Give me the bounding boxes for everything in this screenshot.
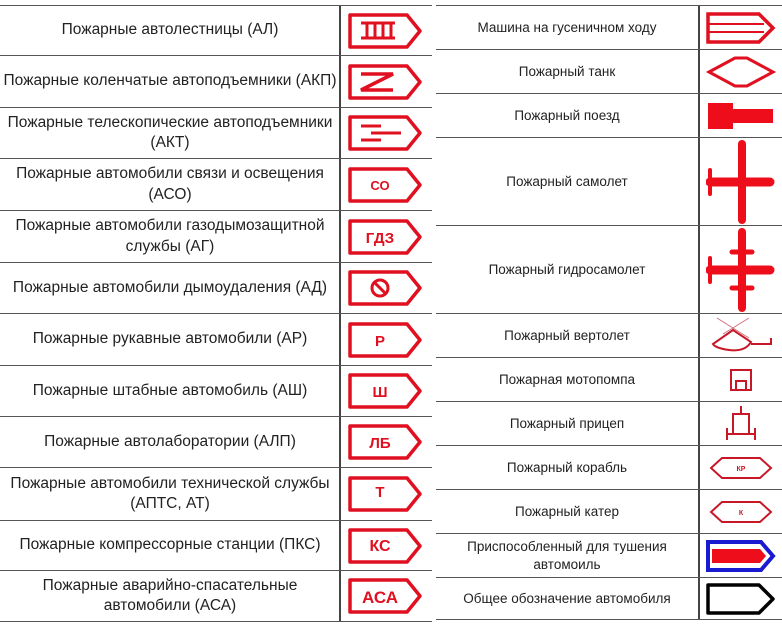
row-label: Пожарные автолаборатории (АЛП) [44,432,296,450]
row-label: Общее обозначение автомобиля [463,590,671,606]
table-row [436,49,782,93]
table-row [0,107,432,158]
table-row [436,533,782,577]
table-row [0,365,432,416]
row-label: Машина на гусеничном ходу [477,19,657,35]
svg-text:КР: КР [736,465,745,473]
motor-pump-icon [699,358,782,401]
airplane-icon [699,138,782,225]
table-row [436,5,782,49]
vehicle-tag-icon [340,211,430,262]
table-row [0,5,432,55]
vehicle-tag-icon [340,159,430,210]
row-label: Пожарный поезд [514,107,620,123]
table-row [436,313,782,357]
row-label: Пожарные телескопические автоподъемники (АКТ) [7,113,333,151]
table-row [436,401,782,445]
table-row [436,225,782,313]
svg-text:КС: КС [369,537,391,555]
row-label: Пожарные компрессорные станции (ПКС) [19,536,321,554]
tracked-vehicle-icon [699,6,782,49]
svg-text:АСА: АСА [362,588,398,607]
table-row [0,520,432,570]
table-row [0,467,432,520]
row-label: Пожарные рукавные автомобили (АР) [32,330,308,348]
vehicle-tag-icon [340,521,430,570]
row-label: Пожарный танк [518,63,616,79]
table-row [0,158,432,210]
row-label: Пожарный катер [514,503,620,519]
table-row [436,489,782,533]
svg-text:К: К [738,509,743,517]
row-label: Пожарные штабные автомобиль (АШ) [32,381,308,399]
row-label: Пожарная мотопомпа [498,371,636,387]
table-row [0,210,432,262]
vehicle-tag-icon [340,417,430,467]
svg-text:СО: СО [370,177,390,193]
row-label: Пожарный корабль [506,459,628,475]
table-row [0,570,432,622]
generic-vehicle-icon [699,578,782,619]
vehicle-tag-icon [340,366,430,416]
vehicle-tag-icon [340,468,430,520]
row-label: Пожарный гидросамолет [488,261,646,277]
table-row [0,416,432,467]
ladder-icon [340,6,430,55]
table-row [436,577,782,620]
table-row [0,55,432,107]
svg-text:Т: Т [375,484,385,501]
row-label: Пожарные автомобили технической службы (АПТС, АТ) [10,474,330,512]
svg-text:Ш: Ш [372,384,388,401]
table-row [436,137,782,225]
tank-icon [699,50,782,93]
train-icon [699,94,782,137]
row-label: Пожарные автолестницы (АЛ) [61,21,279,39]
vehicle-tag-icon [340,314,430,365]
table-row [0,262,432,313]
vehicle-tag-icon [340,571,430,621]
table-row [436,93,782,137]
svg-text:Р: Р [374,332,386,350]
adapted-vehicle-icon [699,534,782,577]
telescopic-lift-icon [340,108,430,158]
table-row [436,445,782,489]
seaplane-icon [699,226,782,313]
row-label: Пожарный самолет [506,173,628,189]
trailer-icon [699,402,782,445]
row-label: Пожарный прицеп [509,415,625,431]
svg-text:ЛБ: ЛБ [369,435,391,452]
articulated-lift-icon [340,56,430,107]
svg-text:ГДЗ: ГДЗ [365,229,395,247]
row-label: Пожарный вертолет [504,327,630,343]
table-row [436,357,782,401]
row-label: Пожарные автомобили газодымозащитной службы (АГ) [15,217,325,255]
boat-icon [699,490,782,533]
helicopter-icon [699,314,782,357]
table-row [0,313,432,365]
row-label: Пожарные автомобили дымоудаления (АД) [12,278,328,296]
row-label: Пожарные автомобили связи и освещения (АСО) [16,165,324,203]
ship-icon [699,446,782,489]
smoke-removal-icon [340,263,430,313]
row-label: Приспособленный для тушения автомоиль [467,538,667,572]
row-label: Пожарные аварийно-спасательные автомобили (АСА) [42,576,298,614]
row-label: Пожарные коленчатые автоподъемники (АКП) [3,72,337,90]
